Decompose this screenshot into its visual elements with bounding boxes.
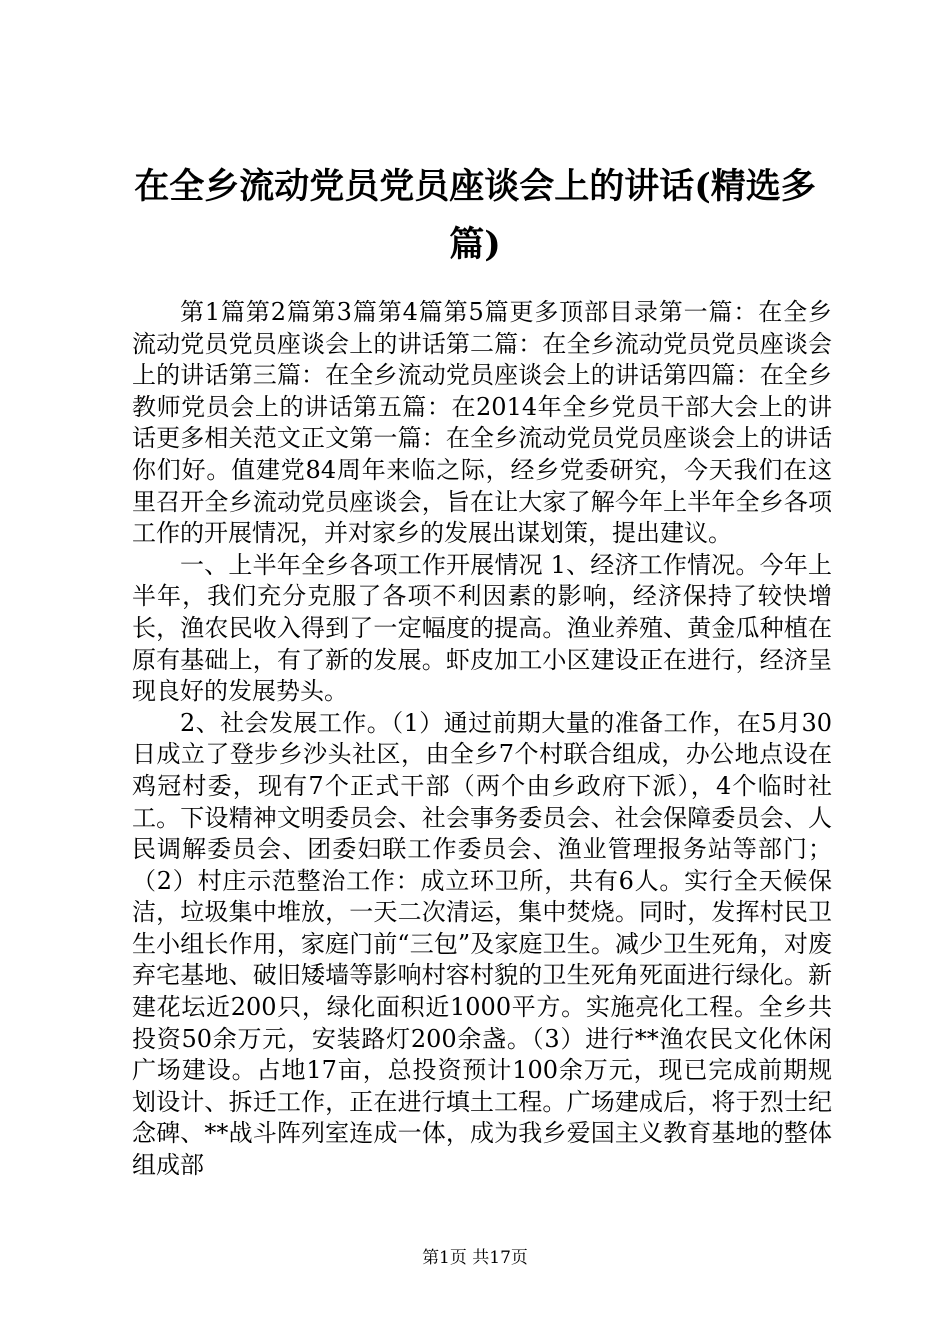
document-title: 在全乡流动党员党员座谈会上的讲话(精选多篇) (134, 166, 816, 265)
paragraph: 2、社会发展工作。（1）通过前期大量的准备工作，在5月30日成立了登步乡沙头社区，由全乡7个村联合组成，办公地点设在鸡冠村委，现有7个正式干部（两个由乡政府下派），4个临时社工。下设精神文明委员会、社会事务委员会、社会保障委员会、人民调解委员会、团委妇联工作委员会、渔业管理报务站等部门；（2）村庄示范整治工作：成立环卫所，共有6人。实行全天候保洁，垃圾集中堆放，一天二次清运，集中焚烧。同时，发挥村民卫生小组长作用，家庭门前“三包”及家庭卫生。减少卫生死角，对废弃宅基地、破旧矮墙等影响村容村貌的卫生死角死面进行绿化。新建花坛近200只，绿化面积近1000平方。实施亮化工程。全乡共投资50余万元，安装路灯200余盏。（3）进行**渔农民文化休闲广场建设。占地17亩，总投资预计100余万元，现已完成前期规划设计、拆迁工作，正在进行填土工程。广场建成后，将于烈士纪念碑、**战斗阵列室连成一体，成为我乡爱国主义教育基地的整体组成部 (132, 708, 832, 1180)
paragraph: 一、上半年全乡各项工作开展情况 1、经济工作情况。今年上半年，我们充分克服了各项不利因素的影响，经济保持了较快增长，渔农民收入得到了一定幅度的提高。渔业养殖、黄金瓜种植在原有基础上，有了新的发展。虾皮加工小区建设正在进行，经济呈现良好的发展势头。 (132, 550, 832, 706)
page-footer: 第1页 共17页 (422, 1248, 528, 1268)
paragraph: 第1篇第2篇第3篇第4篇第5篇更多顶部目录第一篇：在全乡流动党员党员座谈会上的讲话第二篇：在全乡流动党员党员座谈会上的讲话第三篇：在全乡流动党员座谈会上的讲话第四篇：在全乡教师党员会上的讲话第五篇：在2014年全乡党员干部大会上的讲话更多相关范文正文第一篇：在全乡流动党员党员座谈会上的讲话你们好。值建党84周年来临之际，经乡党委研究，今天我们在这里召开全乡流动党员座谈会，旨在让大家了解今年上半年全乡各项工作的开展情况，并对家乡的发展出谋划策，提出建议。 (132, 298, 832, 548)
document-body (132, 297, 832, 1182)
